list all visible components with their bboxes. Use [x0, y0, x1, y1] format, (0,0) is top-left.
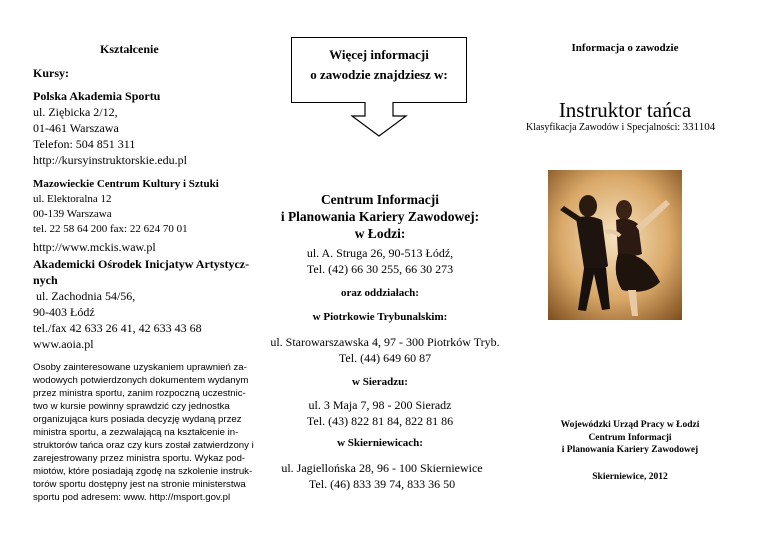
org-address-line: ul. Ziębicka 2/12, [33, 105, 118, 119]
note-line: miotów, które posiadają zgodę na szkolenie instruk- [33, 466, 253, 477]
classification-code: 331104 [682, 121, 716, 133]
org-phone: tel./fax 42 633 26 41, 42 633 43 68 [33, 321, 202, 335]
callout-line: Więcej informacji [329, 47, 429, 62]
org-name-line: Akademicki Ośrodek Inicjatyw Artystycz- [33, 257, 250, 271]
org-address-line: ul. Zachodnia 54/56, [33, 289, 136, 303]
branches-label: oraz oddziałach: [341, 287, 419, 299]
org-name: Mazowieckie Centrum Kultury i Sztuki [33, 178, 219, 190]
classification-label: Klasyfikacja Zawodów i Specjalności: [526, 122, 683, 133]
org-address-line: 01-461 Warszawa [33, 121, 119, 135]
courses-label: Kursy: [33, 66, 69, 80]
section-heading-education: Kształcenie [100, 42, 159, 56]
note-line: zarejestrowany przez ministra sportu. Wykaz pod- [33, 453, 246, 464]
note-line: Osoby zainteresowane uzyskaniem uprawnień za- [33, 362, 247, 373]
down-arrow-icon [350, 102, 408, 138]
info-center-heading [262, 191, 498, 242]
org-website-link[interactable]: http://kursyinstruktorskie.edu.pl [33, 153, 187, 167]
address: ul. 3 Maja 7, 98 - 200 Sieradz [308, 398, 452, 412]
org-mazowieckie-centrum [33, 177, 263, 255]
publisher-line: Centrum Informacji [588, 432, 672, 443]
publisher-line: Wojewódzki Urząd Pracy w Łodzi [560, 420, 700, 430]
phone: Tel. (43) 822 81 84, 822 81 86 [306, 414, 454, 428]
publisher-block [540, 419, 720, 457]
org-akademicki-osrodek [33, 256, 263, 352]
org-name: Polska Akademia Sportu [33, 89, 161, 103]
occupation-title: Instruktor tańca [558, 98, 692, 122]
heading-line: w Łodzi: [354, 226, 406, 241]
lodz-contact [262, 245, 498, 277]
org-website-link[interactable]: www.aoia.pl [33, 337, 94, 351]
phone: Tel. (46) 833 39 74, 833 36 50 [308, 477, 456, 491]
callout-text [291, 45, 467, 85]
address: ul. Starowarszawska 4, 97 - 300 Piotrków Tryb. [270, 335, 500, 349]
phone: Tel. (44) 649 60 87 [338, 351, 432, 365]
branch-piotrkow-label: w Piotrkowie Trybunalskim: [312, 311, 448, 323]
note-line: sportu pod adresem: www. http://msport.gov.pl [33, 492, 231, 503]
branch-sieradz-label: w Sieradzu: [352, 376, 408, 388]
org-phone: tel. 22 58 64 200 fax: 22 624 70 01 [33, 223, 188, 235]
branch-skierniewice-label: w Skierniewicach: [337, 437, 423, 449]
org-address-line: ul. Elektoralna 12 [33, 193, 112, 205]
ministry-note [33, 361, 261, 504]
note-line: wodowych potwierdzonych dokumentem wydanym [33, 375, 249, 386]
classification-line [526, 121, 715, 134]
org-phone: Telefon: 504 851 311 [33, 137, 136, 151]
phone: Tel. (42) 66 30 255, 66 30 273 [306, 262, 454, 276]
org-polska-akademia-sportu [33, 88, 263, 168]
heading-line: i Planowania Kariery Zawodowej: [280, 209, 480, 224]
org-address-line: 00-139 Warszawa [33, 208, 112, 220]
note-line: two w kursie powinny sprawdzić czy jednostka [33, 401, 230, 412]
org-website-link[interactable]: http://www.mckis.waw.pl [33, 240, 156, 254]
section-heading-occupation-info: Informacja o zawodzie [571, 42, 679, 54]
org-address-line: 90-403 Łódź [33, 305, 95, 319]
publication-place-year: Skierniewice, 2012 [592, 472, 668, 482]
branch-skierniewice-contact [262, 460, 502, 492]
heading-line: Centrum Informacji [320, 192, 440, 207]
note-line: struktorów tańca oraz czy kurs został zatwierdzony i [33, 440, 254, 451]
note-line: przez ministra sportu, zanim rozpoczną uczestnic- [33, 388, 246, 399]
org-name-line: nych [33, 273, 58, 287]
branch-sieradz-contact [262, 397, 498, 429]
address: ul. Jagiellońska 28, 96 - 100 Skierniewice [281, 461, 483, 475]
dancing-couple-icon [548, 170, 682, 320]
note-line: torów sportu dostępny jest na stronie ministerstwa [33, 479, 246, 490]
address: ul. A. Struga 26, 90-513 Łódź, [306, 246, 454, 260]
note-line: ministra sportu, a zezwalającą na kształcenie in- [33, 427, 239, 438]
callout-line: o zawodzie znajdziesz w: [310, 67, 448, 82]
publisher-line: i Planowania Kariery Zawodowej [561, 445, 699, 455]
note-line: organizująca kurs posiada decyzję wydaną przez [33, 414, 242, 425]
branch-piotrkow-contact [262, 334, 508, 366]
